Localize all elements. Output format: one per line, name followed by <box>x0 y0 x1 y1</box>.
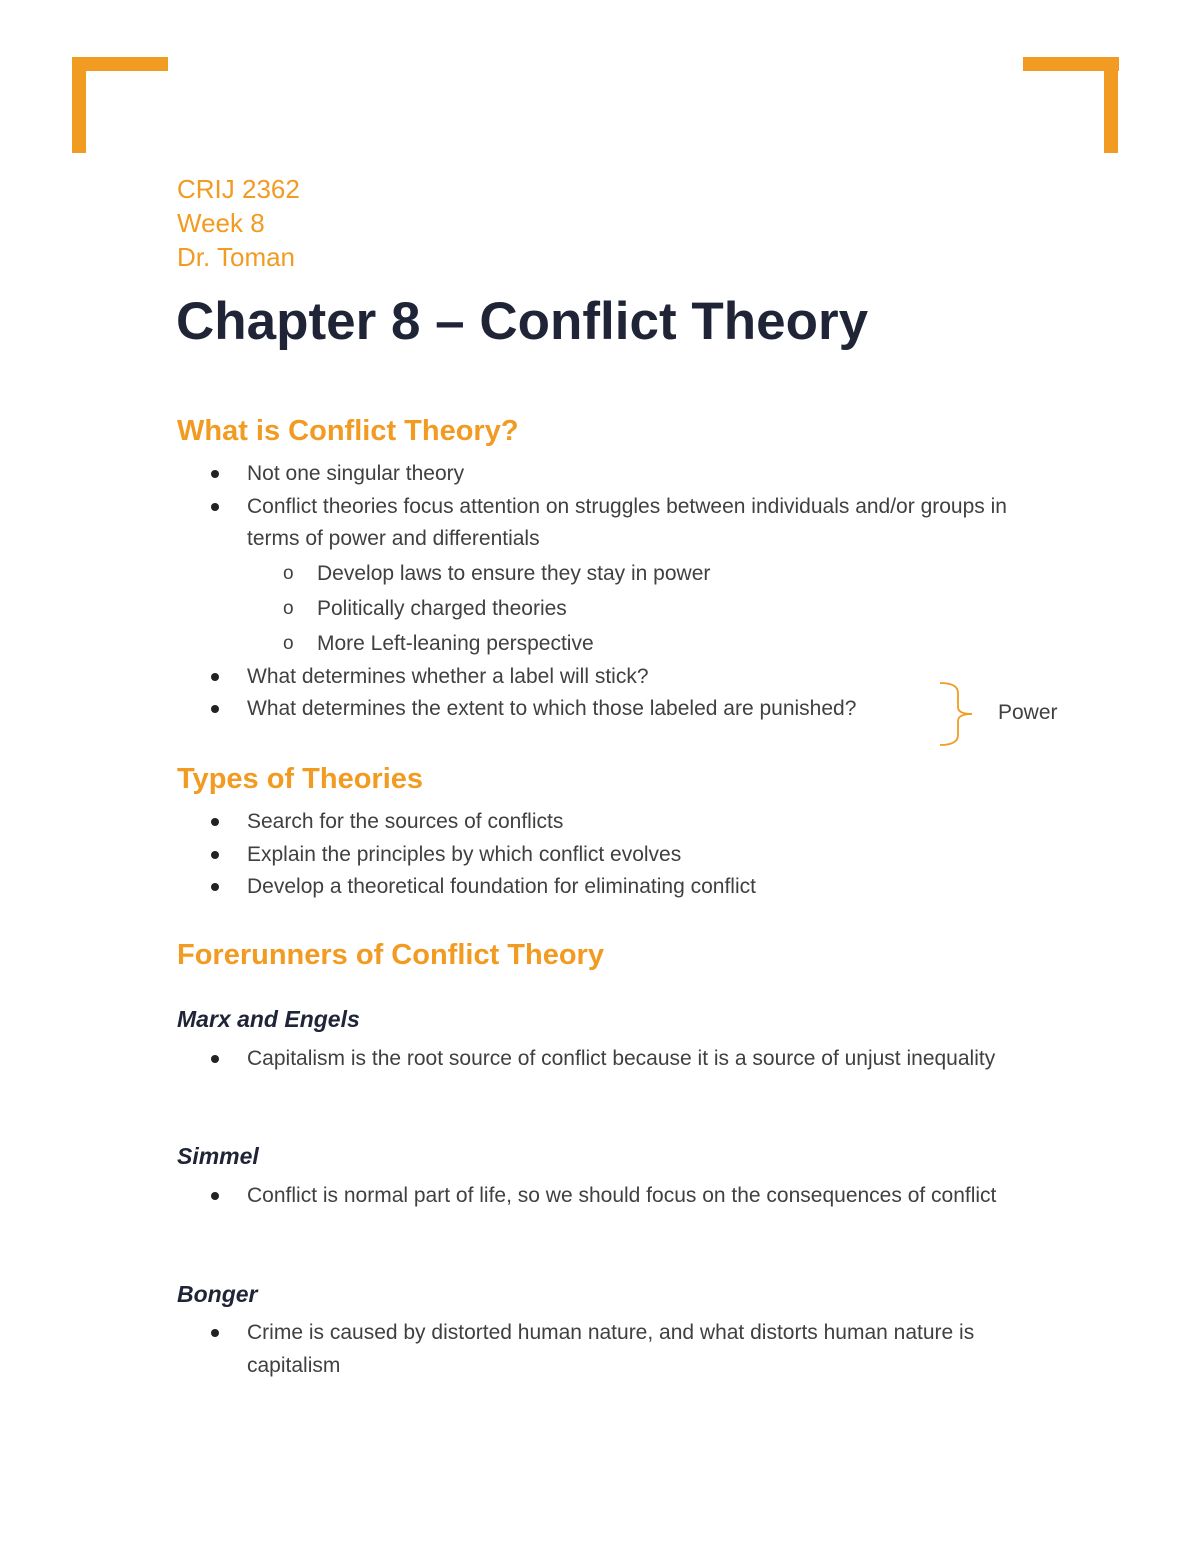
list-item: Explain the principles by which conflict evolves <box>0 839 1037 872</box>
corner-bracket-top-right <box>1104 57 1118 153</box>
section-heading-types: Types of Theories <box>177 763 424 795</box>
what-is-list <box>0 458 1037 726</box>
instructor-name: Dr. Toman <box>177 242 296 272</box>
marx-list <box>0 1043 1037 1076</box>
list-item: Develop a theoretical foundation for eliminating conflict <box>0 871 1037 904</box>
subheading-bonger: Bonger <box>177 1281 258 1307</box>
corner-bracket-top-left <box>72 57 168 71</box>
section-heading-forerunners: Forerunners of Conflict Theory <box>177 939 604 971</box>
sub-bullet-marker: o <box>283 632 294 654</box>
list-item: Not one singular theory <box>0 458 1037 491</box>
sub-list-item <box>0 556 1017 591</box>
corner-bracket-top-left <box>72 57 86 153</box>
document-header <box>177 172 300 274</box>
page-title: Chapter 8 – Conflict Theory <box>176 292 869 351</box>
list-item: Conflict theories focus attention on struggles between individuals and/or groups in terms of power and differentials <box>0 491 1037 556</box>
list-item: Conflict is normal part of life, so we should focus on the consequences of conflict <box>0 1180 1037 1213</box>
week-label: Week 8 <box>177 208 265 238</box>
sub-bullet-marker: o <box>283 562 294 584</box>
curly-brace-icon <box>938 681 978 747</box>
section-heading-what-is: What is Conflict Theory? <box>177 415 519 447</box>
bonger-list <box>0 1317 1037 1382</box>
sub-list-item <box>0 626 1017 661</box>
subheading-simmel: Simmel <box>177 1143 259 1169</box>
list-item: Crime is caused by distorted human nature, and what distorts human nature is capitalism <box>0 1317 1037 1382</box>
course-code: CRIJ 2362 <box>177 174 300 204</box>
simmel-list <box>0 1180 1037 1213</box>
types-list <box>0 806 1037 904</box>
sub-list-item-text: Politically charged theories <box>317 596 567 620</box>
sub-bullet-marker: o <box>283 597 294 619</box>
list-item: What determines whether a label will stick? <box>0 661 1037 694</box>
power-annotation: Power <box>998 701 1058 724</box>
list-item: Search for the sources of conflicts <box>0 806 1037 839</box>
sub-list-item-text: More Left-leaning perspective <box>317 631 594 655</box>
list-item: What determines the extent to which those labeled are punished? <box>0 693 1037 726</box>
sub-list-item-text: Develop laws to ensure they stay in power <box>317 561 711 585</box>
list-item: Capitalism is the root source of conflict because it is a source of unjust inequality <box>0 1043 1037 1076</box>
sub-list-item <box>0 591 1017 626</box>
subheading-marx-engels: Marx and Engels <box>177 1006 360 1032</box>
